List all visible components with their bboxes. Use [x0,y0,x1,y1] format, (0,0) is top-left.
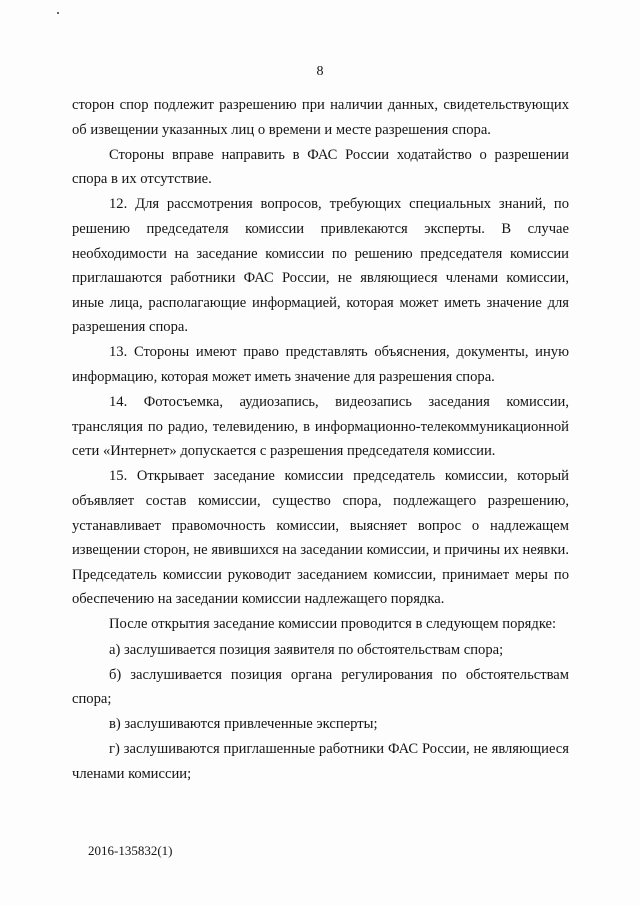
paragraph-continuation: сторон спор подлежит разрешению при наличии данных, свидетельствующих об извещении указанных лиц о времени и месте разрешения спора. [72,97,569,138]
paragraph-item-15: 15. Открывает заседание комиссии председатель комиссии, который объявляет состав комиссии, существо спора, подлежащего разрешению, устанавливает правомочность комиссии, выясняет вопрос о надлежащем извещении сторон, не явившихся на заседании комиссии, и причины их неявки. Председатель комиссии руководит заседанием комиссии, принимает меры по обеспечению на заседании комиссии надлежащего порядка. [72,468,569,608]
document-body [72,93,569,787]
paragraph-item-13: 13. Стороны имеют право представлять объяснения, документы, иную информацию, которая может иметь значение для разрешения спора. [72,344,569,386]
list-item-a: а) заслушивается позиция заявителя по обстоятельствам спора; [109,641,504,658]
paragraph-absence-petition: Стороны вправе направить в ФАС России ходатайство о разрешении спора в их отсутствие. [72,146,569,188]
list-item-g: г) заслушиваются приглашенные работники ФАС России, не являющиеся членами комиссии; [72,741,569,783]
scan-speck [57,12,59,14]
paragraph-item-14: 14. Фотосъемка, аудиозапись, видеозапись заседания комиссии, трансляция по радио, телевидению, в информационно-телекоммуникационной сети «Интернет» допускается с разрешения председателя комиссии. [72,394,569,460]
paragraph-procedure-intro: После открытия заседание комиссии проводится в следующем порядке: [109,616,557,633]
page-number: 8 [316,64,324,79]
paragraph-item-12: 12. Для рассмотрения вопросов, требующих специальных знаний, по решению председателя комиссии привлекаются эксперты. В случае необходимости на заседание комиссии по решению председателя комиссии приглашаются работники ФАС России, не являющиеся членами комиссии, иные лица, располагающие информацией, которая может иметь значение для разрешения спора. [72,196,569,336]
list-item-v: в) заслушиваются привлеченные эксперты; [109,716,378,733]
list-item-b: б) заслушивается позиция органа регулирования по обстоятельствам спора; [72,666,569,708]
document-id: 2016-135832(1) [88,843,173,858]
